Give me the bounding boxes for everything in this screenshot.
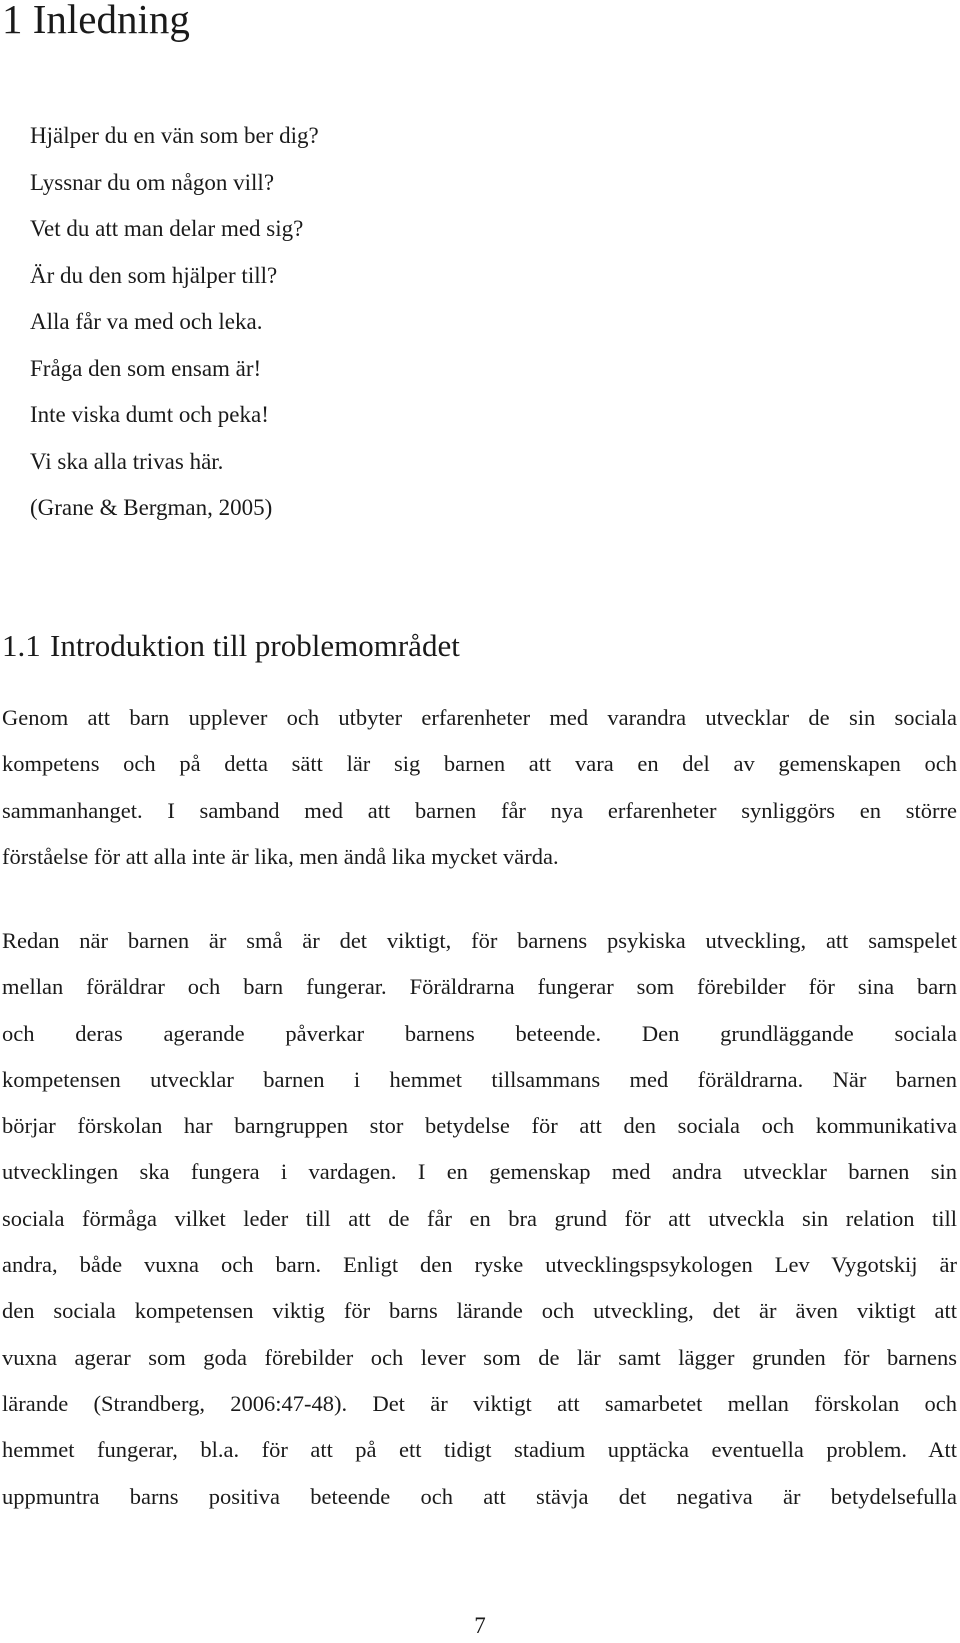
poem-line: Fråga den som ensam är! xyxy=(30,355,262,381)
paragraph-line: hemmet fungerar, bl.a. för att på ett tidigt stadium upptäcka eventuella problem. Att xyxy=(2,1437,957,1463)
poem-line: Är du den som hjälper till? xyxy=(30,262,278,288)
paragraph-1 xyxy=(2,695,957,880)
poem-citation: (Grane & Bergman, 2005) xyxy=(30,495,273,520)
paragraph-line: uppmuntra barns positiva beteende och att stävja det negativa är betydelsefulla xyxy=(2,1483,957,1509)
page-number: 7 xyxy=(474,1613,486,1638)
paragraph-line: mellan föräldrar och barn fungerar. Föräldrarna fungerar som förebilder för sina barn xyxy=(2,974,957,1000)
paragraph-line: vuxna agerar som goda förebilder och lever som de lär samt lägger grunden för barnens xyxy=(2,1344,957,1370)
paragraph-line: börjar förskolan har barngruppen stor betydelse för att den sociala och kommunikativa xyxy=(2,1113,957,1139)
section-heading xyxy=(2,626,460,666)
paragraph-2 xyxy=(2,918,957,1520)
paragraph-line: sammanhanget. I samband med att barnen får nya erfarenheter synliggörs en större xyxy=(2,797,957,823)
paragraph-line: förståelse för att alla inte är lika, men ändå lika mycket värda. xyxy=(2,843,559,869)
paragraph-line: kompetensen utvecklar barnen i hemmet tillsammans med föräldrarna. När barnen xyxy=(2,1066,957,1092)
chapter-heading: 1 Inledning xyxy=(2,0,190,42)
paragraph-line: andra, både vuxna och barn. Enligt den ryske utvecklingspsykologen Lev Vygotskij är xyxy=(2,1252,957,1278)
paragraph-line: och deras agerande påverkar barnens beteende. Den grundläggande sociala xyxy=(2,1020,957,1046)
paragraph-line: lärande (Strandberg, 2006:47-48). Det är viktigt att samarbetet mellan förskolan och xyxy=(2,1390,957,1416)
poem-line: Hjälper du en vän som ber dig? xyxy=(30,123,319,148)
poem-line: Alla får va med och leka. xyxy=(30,309,263,334)
poem xyxy=(30,113,319,532)
poem-line: Vi ska alla trivas här. xyxy=(30,448,224,474)
poem-line: Lyssnar du om någon vill? xyxy=(30,169,275,195)
paragraph-line: Genom att barn upplever och utbyter erfarenheter med varandra utvecklar de sin sociala xyxy=(2,705,957,730)
paragraph-line: den sociala kompetensen viktig för barns lärande och utveckling, det är även viktigt att xyxy=(2,1298,957,1324)
section-title: Introduktion till problemområdet xyxy=(50,628,460,663)
paragraph-line: Redan när barnen är små är det viktigt, för barnens psykiska utveckling, att samspelet xyxy=(2,928,957,953)
poem-line: Vet du att man delar med sig? xyxy=(30,216,304,241)
section-number: 1.1 xyxy=(2,628,41,663)
paragraph-line: sociala förmåga vilket leder till att de får en bra grund för att utveckla sin relation till xyxy=(2,1205,957,1231)
poem-line: Inte viska dumt och peka! xyxy=(30,402,269,427)
paragraph-line: kompetens och på detta sätt lär sig barnen att vara en del av gemenskapen och xyxy=(2,751,957,777)
paragraph-line: utvecklingen ska fungera i vardagen. I en gemenskap med andra utvecklar barnen sin xyxy=(2,1159,957,1185)
